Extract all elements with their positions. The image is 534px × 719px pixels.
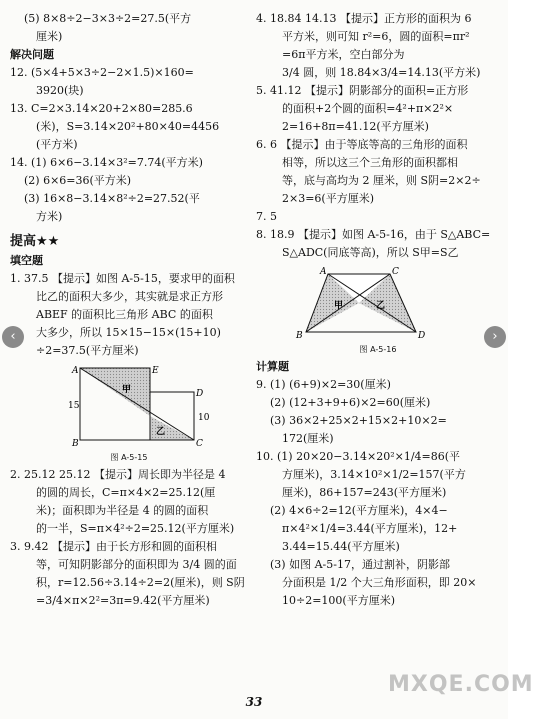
right-answer-line: 等，底与高均为 2 厘米，则 S阴=2×2÷ xyxy=(282,174,481,187)
fill-blank-title: 填空题 xyxy=(10,254,43,267)
right-answer-line: 相等，所以这三个三角形的面积都相 xyxy=(282,156,458,169)
right-answer-line: 5. 41.12 【提示】阴影部分的面积=正方形 xyxy=(256,84,469,97)
question-2-line: 的一半，S=π×4²÷2=25.12(平方厘米) xyxy=(36,522,235,535)
question-9-line: (3) 36×2+25×2+15×2+10×2= xyxy=(270,414,447,427)
left-answer-line: 解决问题 xyxy=(10,48,54,61)
calculation-title: 计算题 xyxy=(256,360,289,373)
right-answer-line: =6π平方米，空白部分为 xyxy=(282,48,405,61)
right-answer-line: 平方米，则可知 r²=6，圆的面积=πr² xyxy=(282,30,470,43)
question-1 xyxy=(10,270,248,360)
label-a: A xyxy=(72,366,79,376)
question-1-line: 1. 37.5 【提示】如图 A-5-15，要求甲的面积 xyxy=(10,272,235,285)
label-c: C xyxy=(392,267,399,277)
left-answer-line: 14. (1) 6×6−3.14×3²=7.74(平方米) xyxy=(10,156,203,169)
label-c: C xyxy=(196,439,203,449)
left-answer-lines xyxy=(10,10,248,226)
question-10-line: 10÷2=100(平方厘米) xyxy=(282,594,396,607)
left-answer-line: (5) 8×8÷2−3×3÷2=27.5(平方 xyxy=(24,12,192,25)
watermark: MXQE.COM xyxy=(388,672,534,697)
prev-page-button[interactable]: ‹ xyxy=(2,326,24,348)
label-jia: 甲 xyxy=(334,301,344,311)
question-10-line: 3.44=15.44(平方厘米) xyxy=(282,540,400,553)
question-3-line: 等，可知阴影部分的面积即为 3/4 圆的面 xyxy=(36,558,237,571)
question-3-line: =3/4×π×2²=3π=9.42(平方厘米) xyxy=(36,594,210,607)
question-1-line: 大多少，所以 15×15−15×(15+10) xyxy=(36,326,221,339)
question-3-line: 3. 9.42 【提示】由于长方形和圆的面积相 xyxy=(10,540,217,553)
question-10-line: 方厘米)，3.14×10²×1/2=157(平方 xyxy=(282,468,466,481)
question-10-line: π×4²×1/4=3.44(平方厘米)，12+ xyxy=(282,522,458,535)
question-1-line: ABEF 的面积比三角形 ABC 的面积 xyxy=(36,308,213,321)
left-answer-line: 13. C=2×3.14×20+2×80=285.6 xyxy=(10,102,193,115)
figure-a-5-15-caption: 图 A-5-15 xyxy=(110,453,148,462)
left-answer-line: (2) 6×6=36(平方米) xyxy=(24,174,132,187)
right-answer-line: 2×3=6(平方厘米) xyxy=(282,192,375,205)
label-e: E xyxy=(152,366,159,376)
page-number: 33 xyxy=(245,695,263,709)
left-answer-line: 方米) xyxy=(36,210,63,223)
label-yi: 乙 xyxy=(376,301,386,311)
right-column xyxy=(256,10,500,610)
figure-a-5-16-svg xyxy=(256,266,500,340)
figure-a-5-16-caption: 图 A-5-16 xyxy=(359,345,397,354)
label-yi: 乙 xyxy=(156,427,166,437)
question-1-line: 比乙的面积大多少，其实就是求正方形 xyxy=(36,290,223,303)
left-answer-line: 3920(块) xyxy=(36,84,84,97)
question-10-line: 10. (1) 20×20−3.14×20²×1/4=86(平 xyxy=(256,450,461,463)
section-title-advanced: 提高★★ xyxy=(10,234,60,249)
right-answer-line: 的面积+2个圆的面积=4²+π×2²× xyxy=(282,102,454,115)
right-answer-lines xyxy=(256,10,500,262)
question-3 xyxy=(10,538,248,610)
question-10-line: (3) 如图 A-5-17，通过割补，阴影部 xyxy=(270,558,450,571)
left-answer-line: 12. (5×4+5×3÷2−2×1.5)×160= xyxy=(10,66,194,79)
label-d: D xyxy=(196,389,204,399)
question-9-line: 172(厘米) xyxy=(282,432,334,445)
label-d: D xyxy=(418,331,426,341)
label-b: B xyxy=(72,439,79,449)
right-answer-line: 7. 5 xyxy=(256,210,277,223)
question-10 xyxy=(256,448,500,610)
left-column xyxy=(10,10,248,610)
question-10-line: 分面积是 1/2 个大三角形面积，即 20× xyxy=(282,576,477,589)
left-answer-line: (平方米) xyxy=(36,138,78,151)
question-10-line: 厘米)，86+157=243(平方厘米) xyxy=(282,486,447,499)
right-answer-line: 3/4 圆，则 18.84×3/4=14.13(平方米) xyxy=(282,66,481,79)
question-9 xyxy=(256,376,500,448)
left-answer-line: (3) 16×8−3.14×8²÷2=27.52(平 xyxy=(24,192,200,205)
right-answer-line: 2=16+8π=41.12(平方厘米) xyxy=(282,120,429,133)
next-page-button[interactable]: › xyxy=(484,326,506,348)
label-b: B xyxy=(296,331,303,341)
label-side-10: 10 xyxy=(198,413,210,423)
label-jia: 甲 xyxy=(122,385,132,395)
figure-a-5-15-svg xyxy=(10,364,248,448)
question-9-line: 9. (1) (6+9)×2=30(厘米) xyxy=(256,378,391,391)
question-2-line: 2. 25.12 25.12 【提示】周长即为半径是 4 xyxy=(10,468,226,481)
left-answer-line: 厘米) xyxy=(36,30,63,43)
right-answer-line: 8. 18.9 【提示】如图 A-5-16，由于 S△ABC= xyxy=(256,228,491,241)
question-10-line: (2) 4×6÷2=12(平方厘米)，4×4− xyxy=(270,504,448,517)
question-2-line: 米)；面积即为半径是 4 的圆的面积 xyxy=(36,504,209,517)
label-side-15: 15 xyxy=(68,401,80,411)
question-1-line: ÷2=37.5(平方厘米) xyxy=(36,344,139,357)
right-answer-line: 4. 18.84 14.13 【提示】正方形的面积为 6 xyxy=(256,12,472,25)
right-answer-line: S△ADC(同底等高)，所以 S甲=S乙 xyxy=(282,246,459,259)
question-2-line: 的圆的周长，C=π×4×2=25.12(厘 xyxy=(36,486,216,499)
left-answer-line: (米)，S=3.14×20²+80×40=4456 xyxy=(36,120,220,133)
question-9-line: (2) (12+3+9+6)×2=60(厘米) xyxy=(270,396,431,409)
figure-a-5-16 xyxy=(256,266,500,356)
figure-a-5-15 xyxy=(10,364,248,464)
right-answer-line: 6. 6 【提示】由于等底等高的三角形的面积 xyxy=(256,138,468,151)
question-2 xyxy=(10,466,248,538)
label-a: A xyxy=(320,267,327,277)
question-3-line: 积，r=12.56÷3.14÷2=2(厘米)，则 S阴 xyxy=(36,576,245,589)
